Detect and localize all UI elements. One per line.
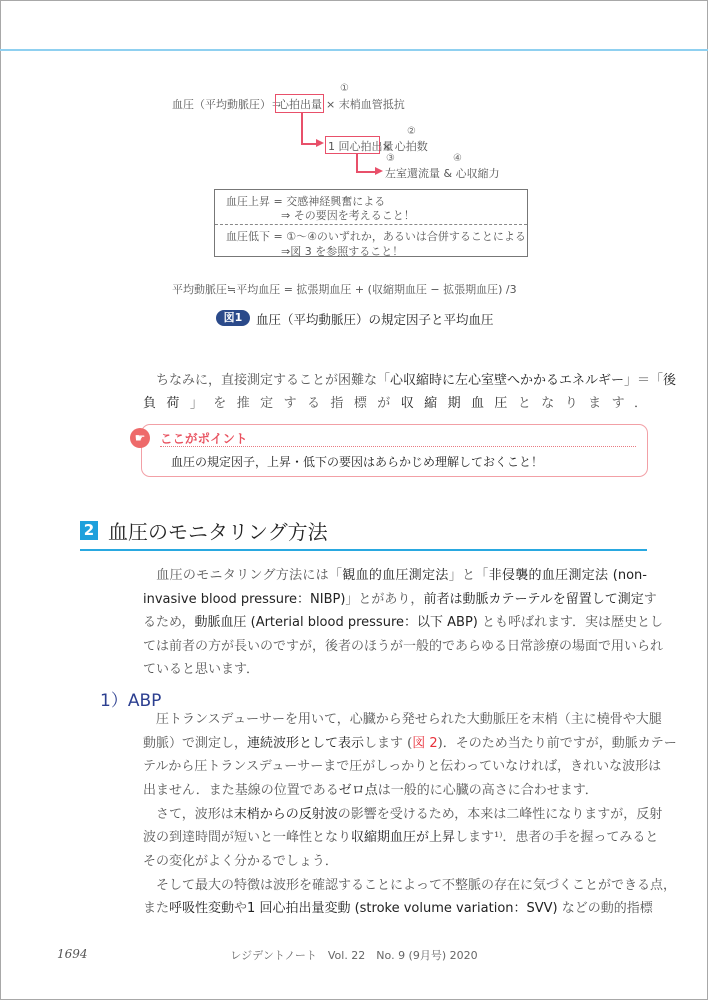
text-line (143, 806, 663, 824)
text-run: )．そのため当たり前ですが，動脈カテー (437, 736, 677, 751)
text-run: ていると思います． (143, 662, 259, 677)
text-line (143, 782, 598, 800)
text-run: そして最大の特徴は波形を確認することによって不整脈の存在に気づくことができる点， (143, 878, 677, 893)
text-run: 」と「 (448, 568, 489, 583)
emphasis-text: ゼロ点 (338, 783, 378, 798)
arrow-line (356, 171, 377, 173)
text-line (143, 853, 338, 871)
figure-link[interactable]: 図 2 (412, 736, 438, 751)
section-title: 血圧のモニタリング方法 (108, 520, 328, 544)
emphasis-text: 後 (663, 373, 677, 388)
resistance-label: × 末梢血管抵抗 (326, 98, 405, 111)
text-run: す (643, 592, 657, 607)
text-run: 」を推定する指標が (189, 396, 401, 411)
text-run: また (143, 901, 170, 916)
text-run: その変化がよく分かるでしょう． (143, 854, 338, 869)
page-number: 1694 (57, 947, 88, 961)
preload-contractility-label: 左室還流量 & 心収縮力 (385, 167, 500, 180)
text-line (143, 877, 677, 895)
text-run: さて，波形は (143, 807, 234, 822)
text-line (143, 567, 647, 585)
emphasis-text: 収縮期血圧 (400, 396, 518, 411)
emphasis-text: 前者は動脈カテーテルを留置して測定 (423, 592, 644, 607)
marker-2: ② (407, 126, 416, 137)
arrow-head-icon (375, 167, 383, 175)
header-rule (0, 49, 708, 51)
text-run: などの動的指標 (557, 901, 653, 916)
emphasis-text: 動脈血圧 (Arterial blood pressure：以下 ABP) (194, 615, 478, 630)
arrow-line (356, 153, 358, 172)
note-fall: 血圧低下 = ①～④のいずれか，あるいは合併することによる (226, 230, 526, 243)
text-run: とも呼ばれます．実は歴史とし (477, 615, 663, 630)
marker-4: ④ (453, 153, 462, 164)
text-line (143, 661, 259, 679)
emphasis-text: 呼吸性変動 (169, 901, 235, 916)
figure-caption: 血圧（平均動脈圧）の規定因子と平均血圧 (256, 312, 494, 327)
point-text: 血圧の規定因子，上昇・低下の要因はあらかじめ理解しておくこと！ (171, 455, 544, 469)
emphasis-text: 収縮期血圧が上昇 (351, 830, 456, 845)
mean-pressure-formula: 平均動脈圧≒平均血圧 = 拡張期血圧 + (収縮期血圧 − 拡張期血圧) /3 (172, 283, 517, 296)
emphasis-text: 非侵襲的血圧測定法 (non- (488, 568, 647, 583)
text-line (143, 614, 663, 632)
text-line (143, 711, 662, 729)
note-divider (215, 224, 527, 225)
text-run: します ( (364, 736, 413, 751)
emphasis-text: 心収縮時に左心室壁へかかるエネルギー (390, 373, 625, 388)
emphasis-text: 末梢からの反射波 (233, 807, 338, 822)
text-run: ては前者の方が長いのですが，後者のほうが一般的であらゆる日常診療の場面で用いられ (143, 639, 664, 654)
text-run: 波の到達時間が短いと一峰性となり (143, 830, 352, 845)
marker-3: ③ (386, 153, 395, 164)
stroke-volume-label: 1 回心拍出量 (328, 140, 394, 153)
pointing-hand-icon: ☛ (130, 428, 150, 448)
emphasis-text: 観血的血圧測定法 (342, 568, 449, 583)
emphasis-text: 連続波形として表示 (247, 736, 365, 751)
text-run: の影響を受けるため，本来は二峰性になりますが，反射 (337, 807, 663, 822)
arrow-head-icon (316, 139, 324, 147)
point-title: ここがポイント (160, 431, 248, 446)
note-rise: 血圧上昇 = 交感神経興奮による (226, 195, 386, 208)
text-run: 圧トランスデューサーを用いて，心臓から発せられた大動脈圧を末梢（主に橈骨や大腿 (143, 712, 662, 727)
text-run: 出ません．また基線の位置である (143, 783, 339, 798)
section-rule (80, 549, 647, 551)
section-number: 2 (80, 521, 98, 540)
text-line (143, 829, 659, 847)
emphasis-text: 1 回心拍出量変動 (stroke volume variation：SVV) (247, 901, 558, 916)
text-line (143, 735, 677, 753)
text-line (143, 758, 662, 776)
arrow-line (301, 112, 303, 144)
text-run: テルから圧トランスデューサーまで圧がしっかりと伝わっていなければ，きれいな波形は (143, 759, 662, 774)
text-run: 」＝「 (624, 373, 664, 388)
text-line (143, 372, 677, 390)
text-line (143, 638, 664, 656)
emphasis-text: invasive blood pressure：NIBP) (143, 592, 346, 607)
text-run: 」とがあり， (345, 592, 424, 607)
text-line (143, 591, 657, 609)
marker-1: ① (340, 83, 349, 94)
figure-lhs: 血圧（平均動脈圧）＝ (172, 98, 282, 111)
text-run: します¹⁾．患者の手を握ってみると (455, 830, 659, 845)
subsection-title: 1）ABP (100, 691, 162, 711)
heart-rate-label: × 心拍数 (382, 140, 428, 153)
note-fall-detail: ⇒図 3 を参照すること！ (281, 245, 404, 258)
text-line (143, 395, 647, 413)
emphasis-text: 負荷 (143, 396, 190, 411)
text-run: 血圧のモニタリング方法には「 (143, 568, 343, 583)
figure-badge: 図1 (216, 310, 250, 326)
text-run: 動脈）で測定し， (143, 736, 248, 751)
text-run: となります． (517, 396, 647, 411)
cardiac-output-label: 心拍出量 (278, 98, 322, 111)
text-run: ちなみに，直接測定することが困難な「 (143, 373, 391, 388)
text-line (143, 900, 653, 918)
text-run: は一般的に心臓の高さに合わせます． (377, 783, 598, 798)
journal-footer: レジデントノート Vol. 22 No. 9 (9月号) 2020 (230, 949, 478, 962)
point-divider (160, 446, 636, 447)
text-run: や (234, 901, 248, 916)
text-run: るため， (143, 615, 195, 630)
note-rise-detail: ⇒ その要因を考えること！ (281, 209, 415, 222)
